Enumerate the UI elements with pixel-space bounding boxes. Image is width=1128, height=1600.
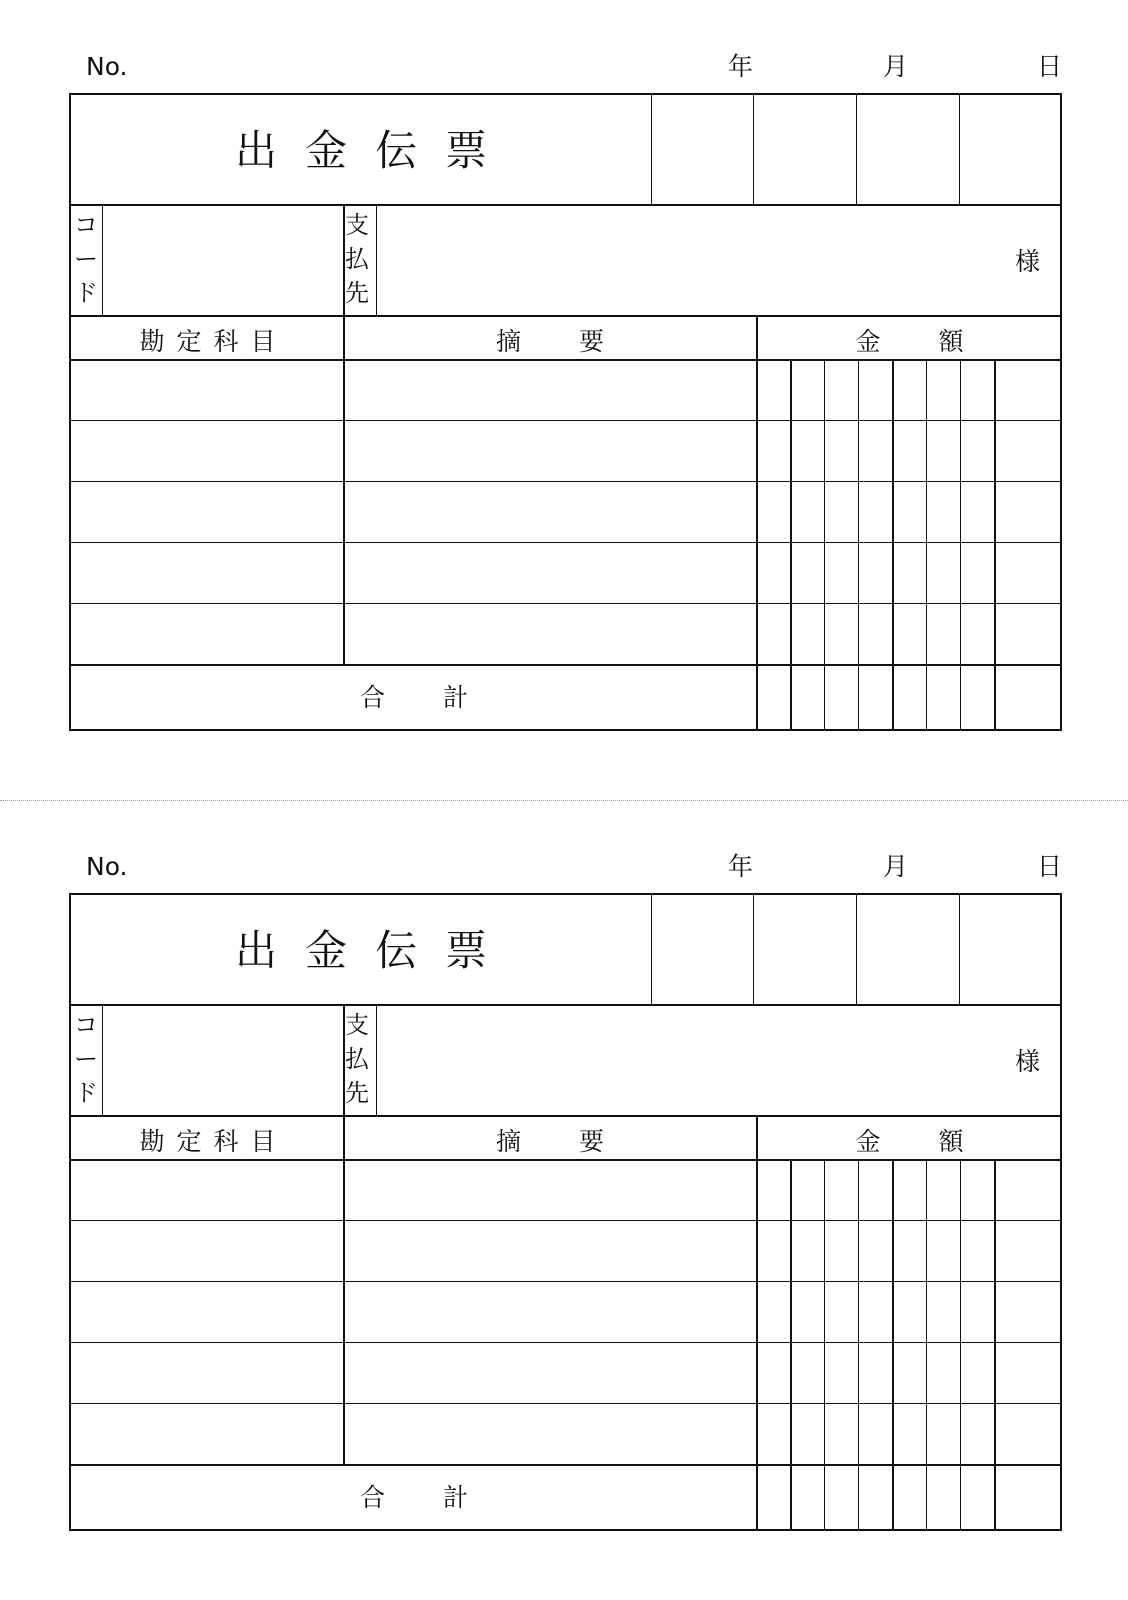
amount-digit-divider xyxy=(994,360,996,731)
code-label-char: コ xyxy=(74,1011,98,1039)
amount-digit-divider xyxy=(926,1160,927,1531)
code-label-char: ド xyxy=(74,279,98,307)
amount-digit-divider xyxy=(858,360,859,731)
payee-label-char: 支 xyxy=(345,211,369,239)
approval-cell-divider xyxy=(959,895,960,1005)
total-label: 合計 xyxy=(359,683,526,712)
approval-cell-divider xyxy=(753,895,754,1005)
account-summary-divider xyxy=(343,1116,345,1464)
approval-cell-divider xyxy=(856,895,857,1005)
amount-digit-divider xyxy=(926,360,927,731)
amount-digit-divider xyxy=(994,1160,996,1531)
entry-row-divider xyxy=(71,542,1062,543)
date-year-label: 年 xyxy=(728,52,754,81)
amount-digit-divider xyxy=(960,360,961,731)
payment-voucher-1 xyxy=(0,40,1128,780)
payee-honorific: 様 xyxy=(1014,1047,1040,1076)
header-row-divider xyxy=(71,1159,1062,1161)
payee-label-char: 先 xyxy=(345,279,369,307)
cut-line xyxy=(0,800,1128,801)
summary-amount-divider xyxy=(756,1116,758,1531)
amount-header: 金額 xyxy=(855,1127,1022,1156)
code-label-divider xyxy=(102,205,103,316)
voucher-table xyxy=(69,893,1062,1531)
voucher-title: 出金伝票 xyxy=(234,126,515,175)
account-summary-divider xyxy=(343,316,345,664)
entry-row-divider xyxy=(71,420,1062,421)
approval-cell-divider xyxy=(651,95,652,205)
payee-label-divider xyxy=(376,205,377,316)
header-row-divider xyxy=(71,359,1062,361)
entry-row-divider xyxy=(71,1403,1062,1404)
code-label xyxy=(72,208,100,310)
code-label-char: コ xyxy=(74,211,98,239)
summary-header: 摘要 xyxy=(495,1127,662,1156)
date-day-label: 日 xyxy=(1037,852,1063,881)
approval-cell-divider xyxy=(753,95,754,205)
date-month-label: 月 xyxy=(883,852,909,881)
amount-digit-divider xyxy=(960,1160,961,1531)
entry-row-divider xyxy=(71,1281,1062,1282)
amount-digit-divider xyxy=(790,360,792,731)
payee-label-char: 支 xyxy=(345,1011,369,1039)
amount-digit-divider xyxy=(824,360,825,731)
voucher-title: 出金伝票 xyxy=(234,926,515,975)
amount-digit-divider xyxy=(824,1160,825,1531)
date-day-label: 日 xyxy=(1037,52,1063,81)
date-year-label: 年 xyxy=(728,852,754,881)
amount-digit-divider xyxy=(790,1160,792,1531)
approval-cell-divider xyxy=(856,95,857,205)
summary-header: 摘要 xyxy=(495,327,662,356)
entry-row-divider xyxy=(71,1220,1062,1221)
code-label-char: ド xyxy=(74,1079,98,1107)
code-label-char: ー xyxy=(74,1045,98,1073)
entry-row-divider xyxy=(71,1342,1062,1343)
title-row-divider xyxy=(71,204,1062,206)
total-label: 合計 xyxy=(359,1483,526,1512)
payee-label xyxy=(343,1008,371,1110)
amount-digit-divider xyxy=(892,360,894,731)
account-title-header: 勘定科目 xyxy=(139,327,288,356)
entry-row-divider xyxy=(71,603,1062,604)
payee-label-divider xyxy=(376,1005,377,1116)
approval-cell-divider xyxy=(651,895,652,1005)
code-label xyxy=(72,1008,100,1110)
approval-cell-divider xyxy=(959,95,960,205)
voucher-number-label: No. xyxy=(86,852,128,881)
payee-label-char: 払 xyxy=(345,1045,369,1073)
summary-amount-divider xyxy=(756,316,758,731)
payment-voucher-2 xyxy=(0,840,1128,1580)
code-label-char: ー xyxy=(74,245,98,273)
total-row-divider xyxy=(71,1464,1062,1466)
amount-digit-divider xyxy=(892,1160,894,1531)
amount-digit-divider xyxy=(858,1160,859,1531)
amount-header: 金額 xyxy=(855,327,1022,356)
voucher-table xyxy=(69,93,1062,731)
payee-row-divider xyxy=(71,1115,1062,1117)
entry-row-divider xyxy=(71,481,1062,482)
payee-label-char: 払 xyxy=(345,245,369,273)
payee-label-char: 先 xyxy=(345,1079,369,1107)
date-month-label: 月 xyxy=(883,52,909,81)
payee-row-divider xyxy=(71,315,1062,317)
code-label-divider xyxy=(102,1005,103,1116)
total-row-divider xyxy=(71,664,1062,666)
voucher-number-label: No. xyxy=(86,52,128,81)
account-title-header: 勘定科目 xyxy=(139,1127,288,1156)
payee-label xyxy=(343,208,371,310)
title-row-divider xyxy=(71,1004,1062,1006)
payee-honorific: 様 xyxy=(1014,247,1040,276)
